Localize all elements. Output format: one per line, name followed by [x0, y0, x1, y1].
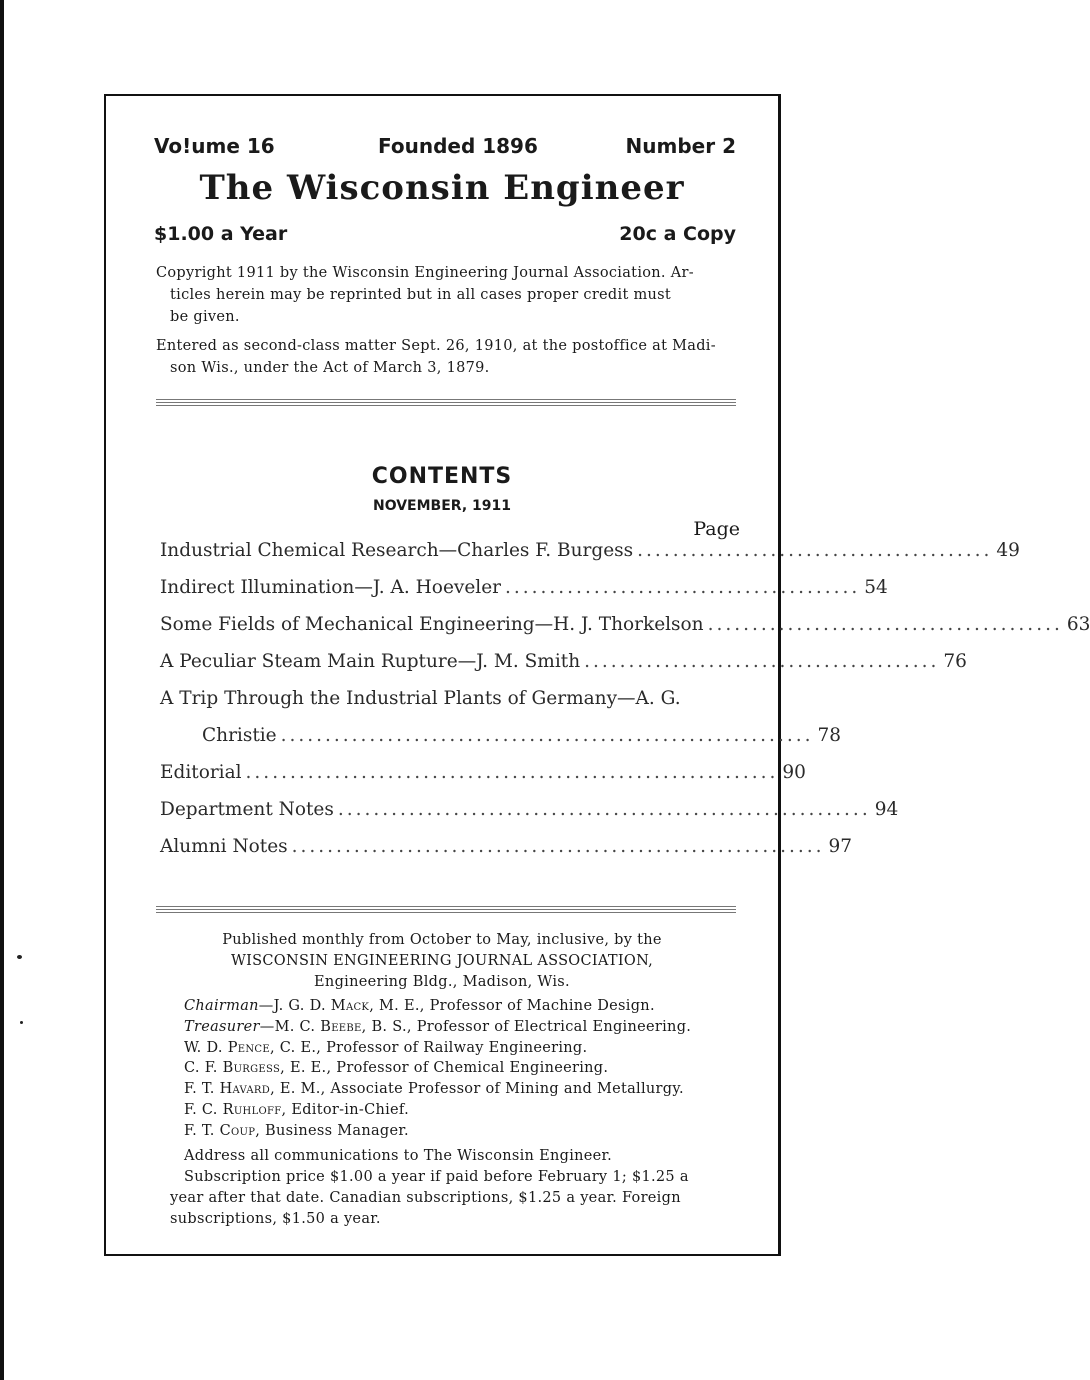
toc-leader: ........................................ — [584, 651, 940, 672]
staff-member: Treasurer—M. C. Beebe, B. S., Professor of Electrical Engineering. — [184, 1018, 692, 1035]
toc-title: Some Fields of Mechanical Engineering—H. J. Thorkelson — [160, 614, 704, 635]
toc-title: A Peculiar Steam Main Rupture—J. M. Smith — [160, 651, 581, 672]
staff-list — [184, 996, 691, 1142]
copyright-line: be given. — [170, 309, 240, 325]
staff-role: Treasurer — [184, 1018, 260, 1035]
toc-entry[interactable] — [160, 836, 853, 873]
publisher-line: WISCONSIN ENGINEERING JOURNAL ASSOCIATION, — [230, 953, 654, 969]
staff-desc: , E. M., Associate Professor of Mining and Metallurgy. — [270, 1081, 684, 1098]
page-column-label: Page — [693, 518, 740, 540]
staff-desc: , E. E., Professor of Chemical Engineering. — [280, 1060, 609, 1077]
publisher-line: Published monthly from October to May, inclusive, by the — [222, 932, 662, 948]
contents-date: NOVEMBER, 1911 — [372, 498, 511, 514]
staff-name: C. F. Burgess — [184, 1060, 281, 1077]
toc-entry[interactable] — [160, 577, 888, 614]
contents-heading: CONTENTS — [371, 464, 513, 489]
copyright-notice — [156, 262, 738, 328]
copyright-line: ticles herein may be reprinted but in all cases proper credit must — [170, 287, 672, 303]
publisher-line: Engineering Bldg., Madison, Wis. — [314, 974, 570, 990]
toc-leader: ........................................ — [637, 540, 993, 561]
staff-desc: , Editor-in-Chief. — [281, 1101, 409, 1118]
price-year: $1.00 a Year — [154, 223, 288, 245]
staff-member — [184, 1100, 691, 1121]
toc-entry[interactable] — [160, 540, 1020, 577]
toc-leader: ............................................................ — [280, 725, 814, 746]
staff-desc: , B. S., Professor of Electrical Engineering. — [361, 1018, 692, 1035]
staff-name: F. C. Ruhloff — [184, 1101, 282, 1118]
staff-name: W. D. Pence — [184, 1039, 270, 1056]
toc-entry[interactable] — [160, 651, 967, 688]
toc-page: 90 — [782, 762, 806, 783]
toc-page: 78 — [817, 725, 842, 746]
staff-desc: , C. E., Professor of Railway Engineering. — [269, 1039, 588, 1056]
toc-title-continued: Christie — [202, 725, 277, 746]
table-of-contents — [160, 540, 1090, 873]
toc-entry[interactable] — [160, 799, 899, 836]
scan-edge-bar — [0, 0, 4, 1380]
toc-leader: ............................................................ — [245, 762, 779, 783]
scan-speck — [20, 1021, 23, 1024]
toc-page: 97 — [828, 836, 853, 857]
toc-title: Department Notes — [160, 799, 334, 820]
staff-member — [184, 1121, 691, 1142]
scan-speck — [17, 955, 22, 959]
volume-label: Vo!ume 16 — [154, 134, 275, 158]
toc-entry-continuation[interactable] — [160, 725, 842, 762]
postal-entry-notice — [156, 335, 738, 379]
toc-title: Indirect Illumination—J. A. Hoeveler — [160, 577, 502, 598]
toc-page: 49 — [996, 540, 1020, 561]
issue-number: Number 2 — [625, 134, 736, 158]
staff-desc: , M. E., Professor of Machine Design. — [369, 998, 655, 1014]
toc-page: 94 — [874, 799, 899, 820]
subscription-line: year after that date. Canadian subscriptions, $1.25 a year. Foreign — [170, 1190, 681, 1206]
toc-title: A Trip Through the Industrial Plants of Germany—A. G. — [160, 688, 681, 709]
journal-title: The Wisconsin Engineer — [199, 168, 685, 208]
staff-name: F. T. Havard — [184, 1081, 271, 1098]
toc-title: Editorial — [160, 762, 242, 783]
staff-name: M. C. Beebe — [274, 1018, 362, 1035]
page-frame — [104, 94, 1090, 1256]
price-copy: 20c a Copy — [619, 223, 736, 245]
toc-leader: ........................................ — [707, 614, 1063, 635]
staff-member — [184, 1058, 691, 1079]
toc-page: 76 — [943, 651, 967, 672]
subscription-line: subscriptions, $1.50 a year. — [170, 1211, 381, 1227]
address-line: Address all communications to The Wisconsin Engineer. — [184, 1148, 613, 1164]
founded-label: Founded 1896 — [378, 134, 538, 158]
toc-leader: ............................................................ — [291, 836, 825, 857]
toc-title: Industrial Chemical Research—Charles F. Burgess — [160, 540, 634, 561]
toc-entry[interactable] — [160, 688, 740, 725]
staff-name: F. T. Coup — [184, 1122, 256, 1139]
staff-member — [184, 1079, 691, 1100]
publisher-block — [106, 930, 778, 993]
toc-leader: ............................................................ — [337, 799, 871, 820]
staff-member: Chairman—J. G. D. Mack, M. E., Professor of Machine Design. — [184, 998, 655, 1014]
toc-page: 63 — [1066, 614, 1090, 635]
toc-leader: ........................................ — [505, 577, 861, 598]
copyright-line: Copyright 1911 by the Wisconsin Engineering Journal Association. Ar- — [156, 265, 694, 281]
staff-role: Chairman — [184, 998, 259, 1014]
toc-entry[interactable] — [160, 614, 1090, 651]
entry-line: son Wis., under the Act of March 3, 1879. — [170, 360, 490, 376]
toc-title: Alumni Notes — [160, 836, 288, 857]
toc-entry[interactable] — [160, 762, 806, 799]
subscription-line: Subscription price $1.00 a year if paid before February 1; $1.25 a — [184, 1169, 689, 1185]
divider-rule — [156, 399, 736, 408]
divider-rule — [156, 906, 736, 915]
staff-member — [184, 1038, 691, 1059]
entry-line: Entered as second-class matter Sept. 26, 1910, at the postoffice at Madi- — [156, 338, 716, 354]
subscription-info — [170, 1146, 750, 1230]
staff-name: J. G. D. Mack — [273, 998, 370, 1014]
staff-desc: , Business Manager. — [255, 1122, 409, 1139]
toc-page: 54 — [864, 577, 888, 598]
